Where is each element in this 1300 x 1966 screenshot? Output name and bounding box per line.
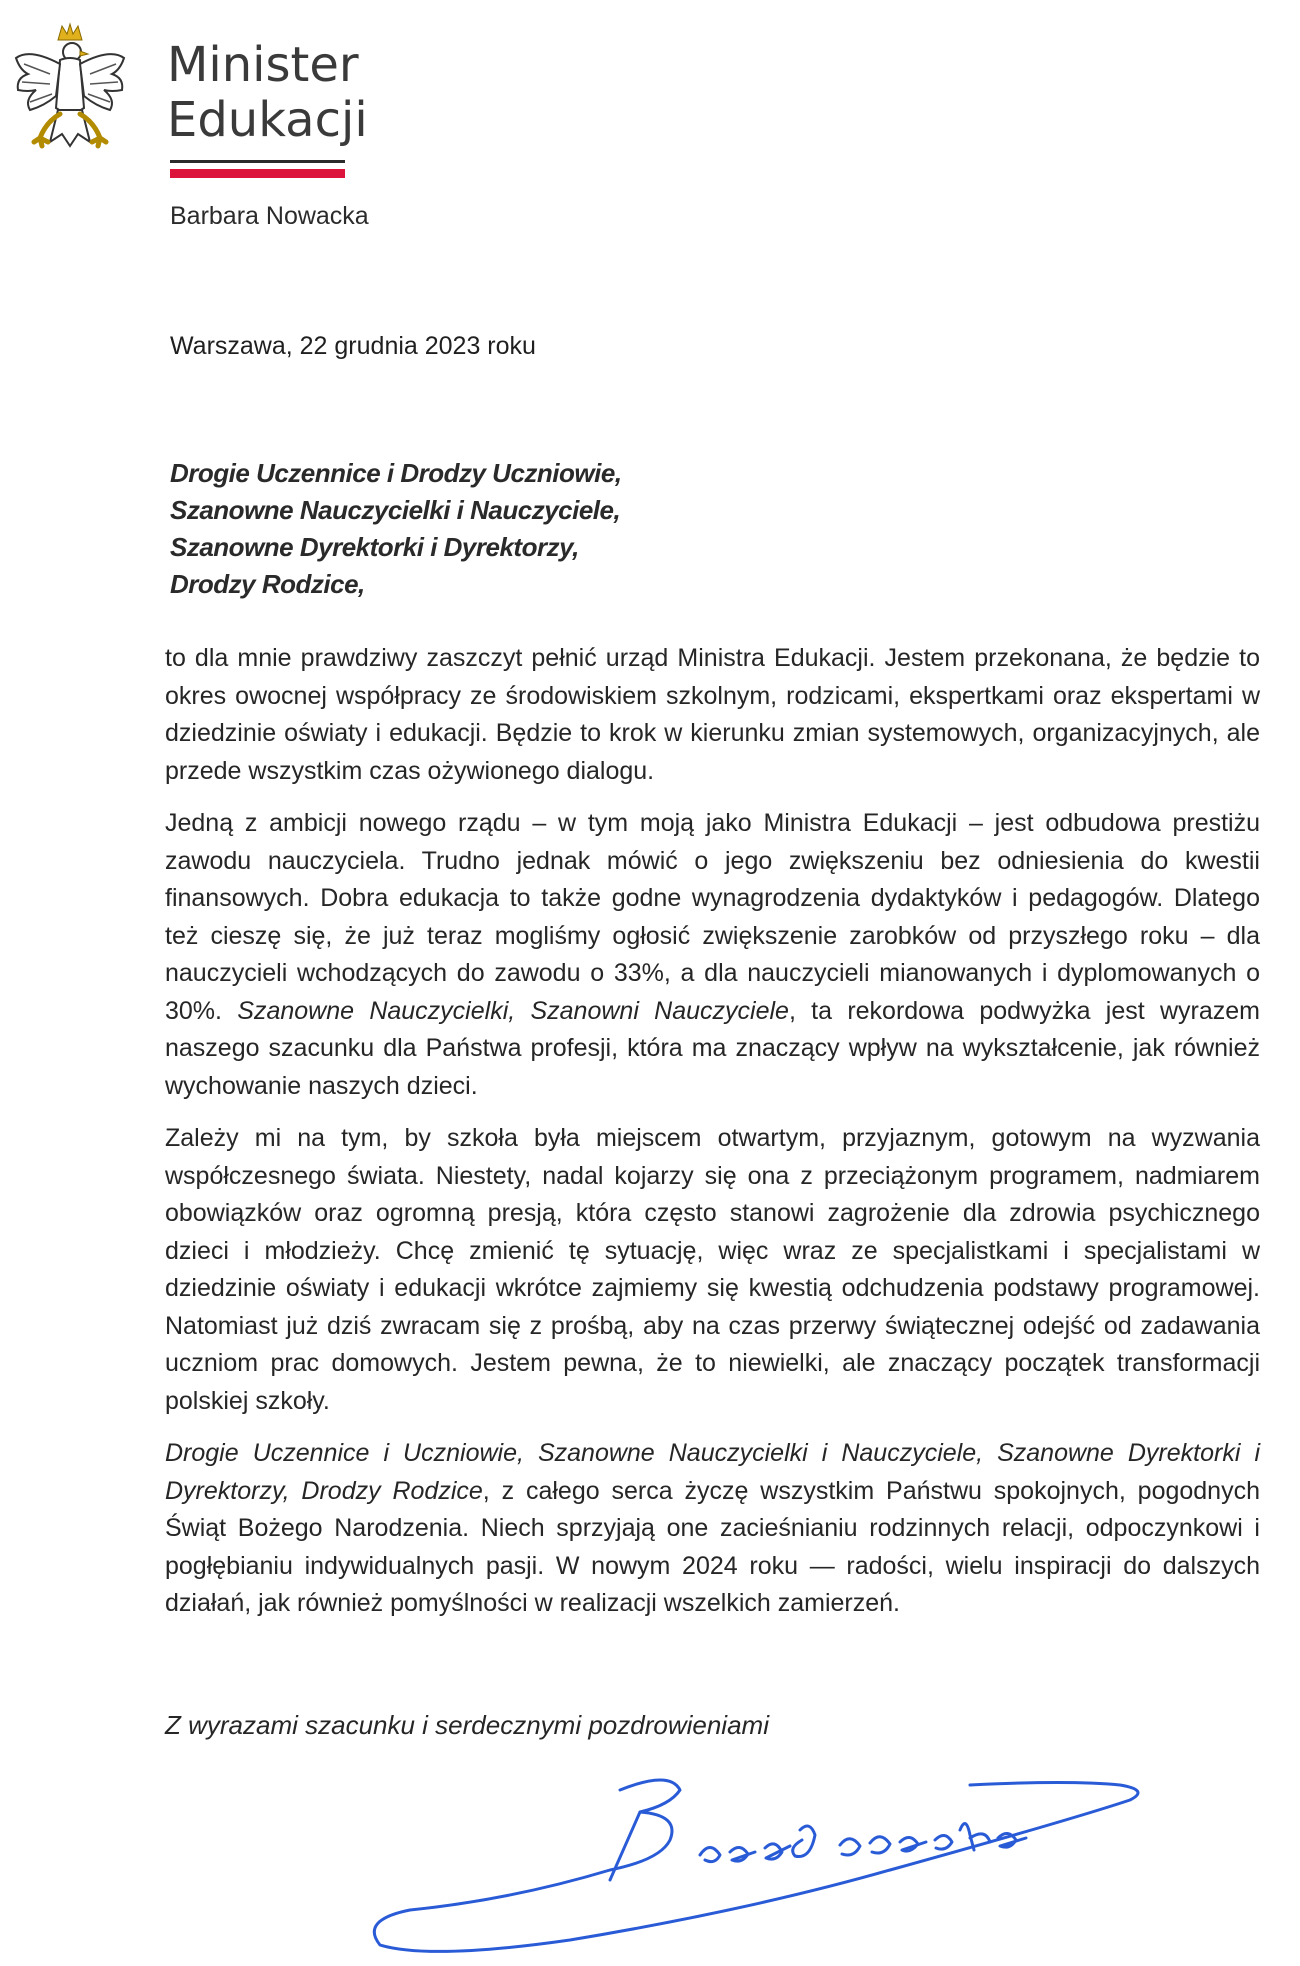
paragraph-1: to dla mnie prawdziwy zaszczyt pełnić urząd Ministra Edukacji. Jestem przekonana, że będzie to okres owocnej współpracy ze środowiskiem szkolnym, rodzicami, ekspertkami oraz ekspertami w dziedzinie oświaty i edukacji. Będzie to krok w kierunku zmian systemowych, organizacyjnych, ale przede wszystkim czas ożywionego dialogu. <box>165 644 1260 785</box>
minister-name: Barbara Nowacka <box>170 202 369 230</box>
paragraph-2-text-end: , ta rekordowa podwyżka jest wyrazem naszego szacunku dla Państwa profesji, która ma znaczący wpływ na wykształcenie, jak również wychowanie naszych dzieci. <box>165 996 1260 1100</box>
salutation-line: Drogie Uczennice i Drodzy Uczniowie, <box>170 458 622 488</box>
polish-eagle-emblem-icon <box>10 18 130 168</box>
salutation <box>170 455 622 603</box>
paragraph-3: Zależy mi na tym, by szkoła była miejscem otwartym, przyjaznym, gotowym na wyzwania współczesnego świata. Niestety, nadal kojarzy się ona z przeciążonym programem, nadmiarem obowiązków oraz ogromną presją, która często stanowi zagrożenie dla zdrowia psychicznego dzieci i młodzieży. Chcę zmienić tę sytuację, więc wraz ze specjalistkami i specjalistami w dziedzinie oświaty i edukacji wkrótce zajmiemy się kwestią odchudzenia podstawy programowej. Natomiast już dziś zwracam się z prośbą, aby na czas przerwy świątecznej odejść od zadawania uczniom prac domowych. Jestem pewna, że to niewielki, ale znaczący początek transformacji polskiej szkoły. <box>165 1124 1260 1415</box>
paragraph-4 <box>165 1435 1260 1623</box>
flag-white-band <box>170 160 345 163</box>
handwritten-signature <box>370 1760 1150 1960</box>
paragraph-4-text: , z całego serca życzę wszystkim Państwu spokojnych, pogodnych Świąt Bożego Narodzenia. Niech sprzyjają one zacieśnianiu rodzinnych relacji, odpoczynkowi i pogłębianiu indywidualnych pasji. W nowym 2024 roku — radości, wielu inspiracji do dalszych działań, jak również pomyślności w realizacji wszelkich zamierzeń. <box>165 1476 1260 1617</box>
ministry-title-line1: Minister <box>167 37 359 93</box>
ministry-title <box>167 38 368 148</box>
letter-body <box>165 640 1260 1638</box>
ministry-title-line2: Edukacji <box>167 92 368 148</box>
salutation-line: Szanowne Nauczycielki i Nauczyciele, <box>170 495 621 525</box>
flag-red-band <box>170 169 345 178</box>
flag-divider <box>170 160 345 178</box>
salutation-line: Drodzy Rodzice, <box>170 569 365 599</box>
date-line: Warszawa, 22 grudnia 2023 roku <box>170 332 536 360</box>
paragraph-2-emphasis: Szanowne Nauczycielki, Szanowni Nauczyciele <box>237 996 789 1025</box>
paragraph-2 <box>165 805 1260 1105</box>
closing-line: Z wyrazami szacunku i serdecznymi pozdrowieniami <box>165 1710 769 1740</box>
paragraph-4-emphasis: Drogie Uczennice i Uczniowie, Szanowne Nauczycielki i Nauczyciele, Szanowne Dyrektorki i Dyrektorzy, Drodzy Rodzice <box>165 1439 1260 1505</box>
paragraph-2-text: Jedną z ambicji nowego rządu – w tym moją jako Ministra Edukacji – jest odbudowa prestiżu zawodu nauczyciela. Trudno jednak mówić o jego zwiększeniu bez odniesienia do kwestii finansowych. Dobra edukacja to także godne wynagrodzenia dydaktyków i pedagogów. Dlatego też cieszę się, że już teraz mogliśmy ogłosić zwiększenie zarobków od przyszłego roku – dla nauczycieli wchodzących do zawodu o 33%, a dla nauczycieli mianowanych i dyplomowanych o 30%. <box>165 809 1260 1025</box>
salutation-line: Szanowne Dyrektorki i Dyrektorzy, <box>170 532 579 562</box>
